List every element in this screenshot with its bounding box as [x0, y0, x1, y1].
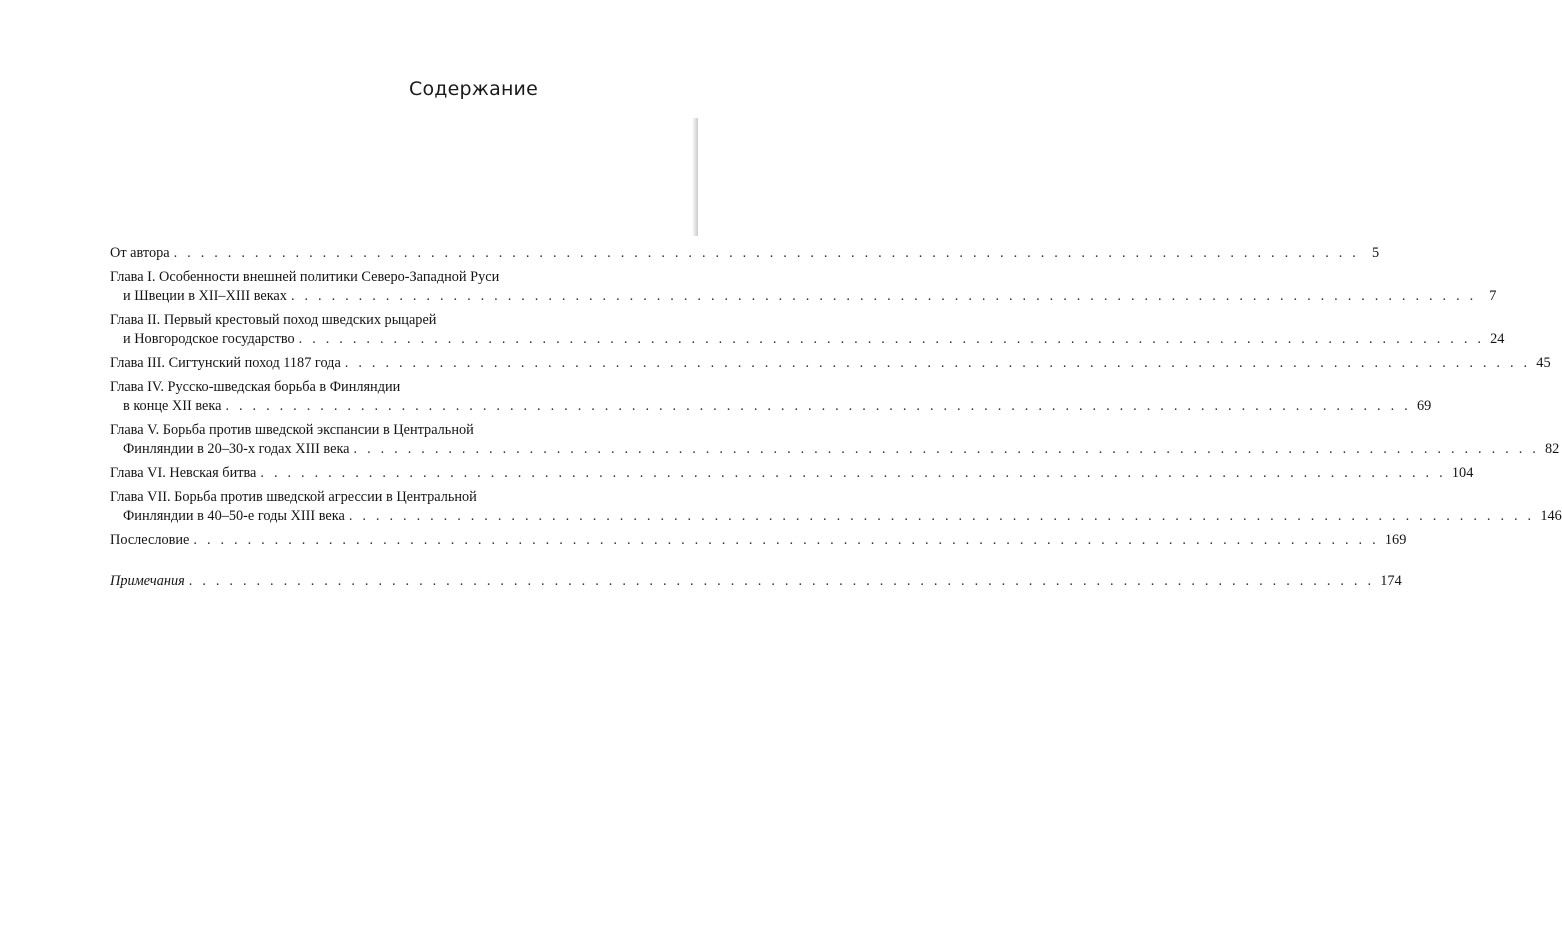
- dot-leader: . . . . . . . . . . . . . . . . . . . . . . . . . . . . . . . . . . . . . . . . . . . . . . . . . . . . . . . . . . . . . . . . . . . . . . . . . . . . . . . . . . . . . . . .: [225, 398, 1411, 414]
- toc-entry-page: 104: [1451, 465, 1474, 481]
- toc-entry-title: Глава VII. Борьба против шведской агрессии в Центральной: [110, 489, 477, 505]
- toc-entry-notes[interactable]: [110, 572, 1402, 591]
- toc-entry-title: Глава III. Сигтунский поход 1187 года: [110, 355, 341, 371]
- toc-entry-chapter-2[interactable]: [110, 311, 1505, 349]
- page-edge-shadow: [692, 118, 698, 236]
- toc-entry-title: Примечания: [110, 573, 185, 589]
- table-of-contents: [110, 244, 1562, 591]
- toc-entry-title: Глава V. Борьба против шведской экспансии в Центральной: [110, 422, 474, 438]
- toc-entry-chapter-7[interactable]: [110, 488, 1562, 526]
- toc-entry-title: Глава VI. Невская битва: [110, 465, 257, 481]
- toc-entry-title-continued: Финляндии в 20–30-х годах XIII века: [123, 441, 350, 457]
- toc-entry-chapter-5[interactable]: [110, 421, 1560, 459]
- toc-entry-title: От автора: [110, 245, 170, 261]
- toc-entry-title: Послесловие: [110, 532, 190, 548]
- toc-entry-page: 5: [1371, 245, 1380, 261]
- toc-entry-title: Глава II. Первый крестовый поход шведских рыцарей: [110, 312, 437, 328]
- toc-entry-page: 69: [1416, 398, 1432, 414]
- dot-leader: . . . . . . . . . . . . . . . . . . . . . . . . . . . . . . . . . . . . . . . . . . . . . . . . . . . . . . . . . . . . . . . . . . . . . . . . . . . . . . . . . . . . . . . .: [348, 508, 1535, 524]
- page-title: Содержание: [409, 78, 538, 100]
- dot-leader: . . . . . . . . . . . . . . . . . . . . . . . . . . . . . . . . . . . . . . . . . . . . . . . . . . . . . . . . . . . . . . . . . . . . . . . . . . . . . . . . . . . . . . . .: [188, 573, 1375, 589]
- dot-leader: . . . . . . . . . . . . . . . . . . . . . . . . . . . . . . . . . . . . . . . . . . . . . . . . . . . . . . . . . . . . . . . . . . . . . . . . . . . . . . . . . . . . . . . .: [344, 355, 1531, 371]
- toc-entry-page: 24: [1490, 331, 1505, 347]
- toc-entry-page: 45: [1536, 355, 1551, 371]
- toc-entry-afterword[interactable]: [110, 531, 1407, 550]
- dot-leader: . . . . . . . . . . . . . . . . . . . . . . . . . . . . . . . . . . . . . . . . . . . . . . . . . . . . . . . . . . . . . . . . . . . . . . . . . . . . . . . . . . . . . . . .: [353, 441, 1540, 457]
- toc-entry-chapter-6[interactable]: [110, 464, 1474, 483]
- dot-leader: . . . . . . . . . . . . . . . . . . . . . . . . . . . . . . . . . . . . . . . . . . . . . . . . . . . . . . . . . . . . . . . . . . . . . . . . . . . . . . . . . . . . . . . .: [173, 245, 1360, 261]
- toc-entry-title-continued: и Новгородское государство: [123, 331, 295, 347]
- dot-leader: . . . . . . . . . . . . . . . . . . . . . . . . . . . . . . . . . . . . . . . . . . . . . . . . . . . . . . . . . . . . . . . . . . . . . . . . . . . . . . . . . . . . . . . .: [298, 331, 1485, 347]
- toc-entry-title: Глава IV. Русско-шведская борьба в Финляндии: [110, 379, 401, 395]
- dot-leader: . . . . . . . . . . . . . . . . . . . . . . . . . . . . . . . . . . . . . . . . . . . . . . . . . . . . . . . . . . . . . . . . . . . . . . . . . . . . . . . . . . . . . . . .: [260, 465, 1446, 481]
- toc-entry-title: Глава I. Особенности внешней политики Северо-Западной Руси: [110, 269, 500, 285]
- dot-leader: . . . . . . . . . . . . . . . . . . . . . . . . . . . . . . . . . . . . . . . . . . . . . . . . . . . . . . . . . . . . . . . . . . . . . . . . . . . . . . . . . . . . . . . .: [193, 532, 1379, 548]
- toc-entry-page: 7: [1489, 288, 1497, 304]
- toc-entry-page: 82: [1545, 441, 1560, 457]
- toc-entry-chapter-1[interactable]: [110, 268, 1497, 306]
- toc-entry-title-continued: в конце XII века: [123, 398, 222, 414]
- toc-entry-from-author[interactable]: [110, 244, 1380, 263]
- toc-entry-page: 146: [1540, 508, 1562, 524]
- toc-entry-chapter-4[interactable]: [110, 378, 1432, 416]
- toc-entry-page: 169: [1384, 532, 1407, 548]
- toc-entry-title-continued: и Швеции в XII–XIII веках: [123, 288, 287, 304]
- dot-leader: . . . . . . . . . . . . . . . . . . . . . . . . . . . . . . . . . . . . . . . . . . . . . . . . . . . . . . . . . . . . . . . . . . . . . . . . . . . . . . . . . . . . . . . .: [290, 288, 1477, 304]
- toc-entry-title-continued: Финляндии в 40–50-е годы XIII века: [123, 508, 345, 524]
- toc-entry-chapter-3[interactable]: [110, 354, 1551, 373]
- toc-entry-page: 174: [1380, 573, 1402, 589]
